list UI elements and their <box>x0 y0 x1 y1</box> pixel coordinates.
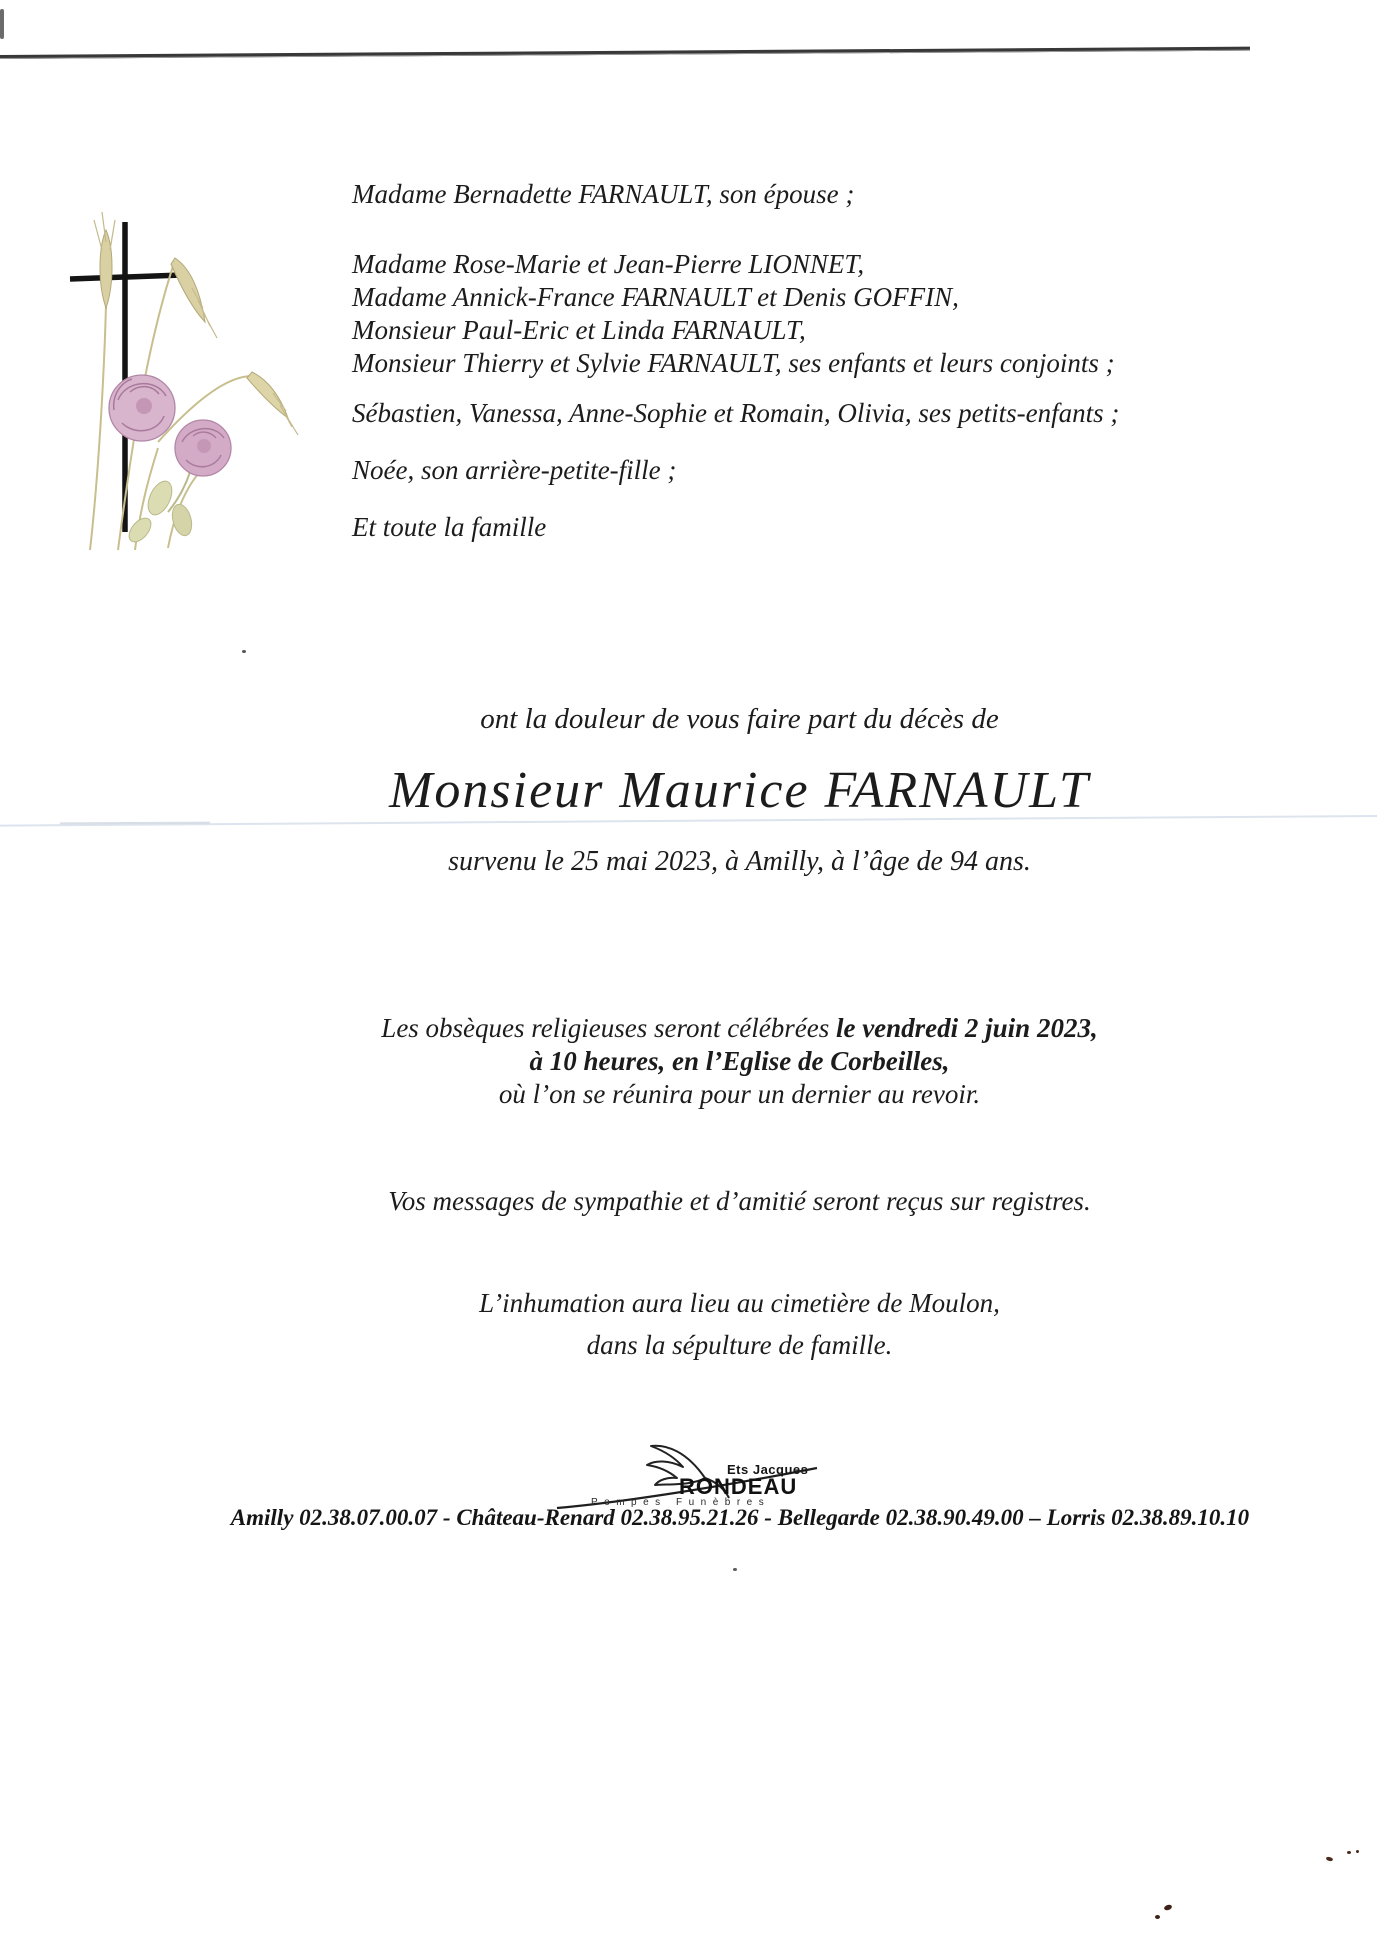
children-lines <box>352 248 1115 380</box>
announcement-intro: ont la douleur de vous faire part du décès de <box>480 703 999 735</box>
child-line: Monsieur Thierry et Sylvie FARNAULT, ses enfants et leurs conjoints ; <box>352 348 1115 378</box>
scan-speck <box>1347 1851 1351 1854</box>
great-grandchild-line: Noée, son arrière-petite-fille ; <box>352 455 677 485</box>
scan-speck <box>1155 1915 1160 1919</box>
whole-family-line: Et toute la famille <box>352 512 547 542</box>
scan-left-edge-mark <box>0 9 4 39</box>
deceased-name: Monsieur Maurice FARNAULT <box>389 762 1090 819</box>
scan-speck <box>242 650 246 653</box>
ceremony-date: le vendredi 2 juin 2023, <box>835 1013 1098 1043</box>
child-line: Monsieur Paul-Eric et Linda FARNAULT, <box>352 315 806 345</box>
burial-line1: L’inhumation aura lieu au cimetière de Moulon, <box>479 1288 1000 1318</box>
funeral-home-contacts: Amilly 02.38.07.00.07 - Château-Renard 02.38.95.21.26 - Bellegarde 02.38.90.49.00 – Lorris 02.38.89.10.10 <box>230 1505 1250 1530</box>
ceremony-line3: où l’on se réunira pour un dernier au revoir. <box>498 1079 981 1109</box>
ceremony-block <box>51 1012 1377 1111</box>
scan-speck <box>1356 1850 1359 1853</box>
grandchildren-line: Sébastien, Vanessa, Anne-Sophie et Romain, Olivia, ses petits-enfants ; <box>352 398 1120 428</box>
child-line: Madame Annick-France FARNAULT et Denis GOFFIN, <box>352 282 959 312</box>
funeral-home-logo <box>555 1440 825 1515</box>
burial-block <box>51 1282 1377 1366</box>
condolence-messages-line: Vos messages de sympathie et d’amitié seront reçus sur registres. <box>388 1186 1091 1216</box>
ceremony-time-place: à 10 heures, en l’Eglise de Corbeilles, <box>529 1046 950 1076</box>
logo-subtitle-text: Pompes Funèbres <box>591 1497 771 1508</box>
scan-speck <box>1163 1904 1172 1911</box>
cross-wheat-roses-illustration <box>40 180 300 550</box>
child-line: Madame Rose-Marie et Jean-Pierre LIONNET, <box>352 249 865 279</box>
burial-line2: dans la sépulture de famille. <box>586 1330 893 1360</box>
scan-speck <box>1326 1856 1334 1862</box>
ceremony-line1-regular: Les obsèques religieuses seront célébrées <box>381 1013 836 1043</box>
death-details: survenu le 25 mai 2023, à Amilly, à l’âge de 94 ans. <box>448 846 1031 877</box>
ceremony-line1 <box>51 1012 1377 1045</box>
spouse-line: Madame Bernadette FARNAULT, son épouse ; <box>352 179 855 209</box>
scan-top-edge-line <box>0 47 1250 59</box>
logo-name-text: RONDEAU <box>679 1474 798 1499</box>
ceremony-line2 <box>51 1045 1377 1078</box>
scan-speck <box>733 1568 737 1571</box>
logo-establishment-text: Ets Jacques <box>727 1462 809 1477</box>
